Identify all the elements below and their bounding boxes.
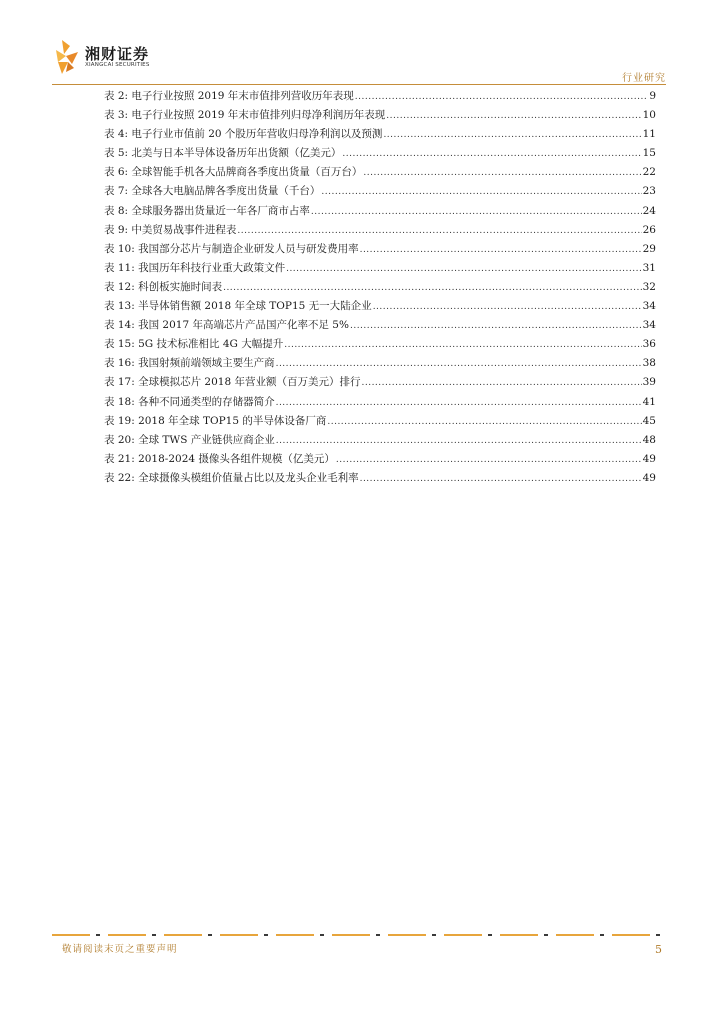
toc-entry[interactable] bbox=[104, 451, 656, 470]
toc-entry-label: 表 7: 全球各大电脑品牌各季度出货量（千台） bbox=[104, 185, 321, 198]
toc-entry[interactable] bbox=[104, 279, 656, 298]
toc-entry-label: 表 9: 中美贸易战事件进程表 bbox=[104, 223, 237, 236]
toc-entry[interactable] bbox=[104, 107, 656, 126]
toc-entry-page: 26 bbox=[642, 223, 656, 236]
toc-entry-label: 表 4: 电子行业市值前 20 个股历年营收归母净利润以及预测 bbox=[104, 128, 383, 141]
toc-leader-dots bbox=[355, 90, 649, 102]
toc-leader-dots bbox=[321, 185, 641, 197]
toc-entry[interactable] bbox=[104, 126, 656, 145]
toc-entry-page: 11 bbox=[642, 128, 656, 141]
toc-entry[interactable] bbox=[104, 260, 656, 279]
toc-entry[interactable] bbox=[104, 298, 656, 317]
toc-entry-page: 34 bbox=[642, 319, 656, 332]
toc-entry-label: 表 22: 全球摄像头模组价值量占比以及龙头企业毛利率 bbox=[104, 471, 359, 484]
toc-entry-page: 22 bbox=[642, 166, 656, 179]
toc-entry[interactable] bbox=[104, 470, 656, 489]
table-of-contents bbox=[104, 88, 656, 489]
toc-entry-page: 45 bbox=[642, 414, 656, 427]
toc-entry[interactable] bbox=[104, 374, 656, 393]
toc-entry[interactable] bbox=[104, 183, 656, 202]
section-label: 行业研究 bbox=[622, 73, 666, 84]
toc-leader-dots bbox=[336, 453, 642, 465]
toc-leader-dots bbox=[276, 396, 642, 408]
toc-leader-dots bbox=[373, 300, 642, 312]
toc-entry-page: 31 bbox=[642, 261, 656, 274]
toc-entry[interactable] bbox=[104, 145, 656, 164]
toc-entry-page: 39 bbox=[642, 376, 656, 389]
toc-leader-dots bbox=[311, 205, 642, 217]
toc-entry-label: 表 2: 电子行业按照 2019 年末市值排列营收历年表现 bbox=[104, 90, 354, 102]
toc-entry-label: 表 11: 我国历年科技行业重大政策文件 bbox=[104, 261, 286, 274]
toc-entry-page: 29 bbox=[642, 242, 656, 255]
toc-entry-label: 表 5: 北美与日本半导体设备历年出货额（亿美元） bbox=[104, 147, 342, 160]
toc-entry[interactable] bbox=[104, 432, 656, 451]
toc-leader-dots bbox=[360, 243, 642, 255]
toc-entry-page: 23 bbox=[642, 185, 656, 198]
toc-leader-dots bbox=[350, 319, 642, 331]
toc-entry-page: 32 bbox=[642, 280, 656, 293]
toc-entry-label: 表 15: 5G 技术标准相比 4G 大幅提升 bbox=[104, 338, 284, 351]
company-logo bbox=[52, 40, 172, 76]
toc-entry-label: 表 8: 全球服务器出货量近一年各厂商市占率 bbox=[104, 204, 310, 217]
toc-entry-page: 49 bbox=[642, 452, 656, 465]
xiangcai-logo-icon bbox=[52, 40, 80, 74]
disclaimer-note: 敬请阅读末页之重要声明 bbox=[62, 944, 178, 955]
toc-entry-page: 38 bbox=[642, 357, 656, 370]
toc-leader-dots bbox=[386, 109, 641, 121]
toc-entry-page: 9 bbox=[649, 90, 656, 102]
toc-entry[interactable] bbox=[104, 317, 656, 336]
toc-entry-page: 49 bbox=[642, 471, 656, 484]
toc-entry[interactable] bbox=[104, 222, 656, 241]
logo-text-cn: 湘财证券 bbox=[85, 45, 150, 63]
toc-entry-label: 表 12: 科创板实施时间表 bbox=[104, 280, 223, 293]
toc-entry-label: 表 10: 我国部分芯片与制造企业研发人员与研发费用率 bbox=[104, 242, 359, 255]
toc-leader-dots bbox=[223, 281, 642, 293]
toc-leader-dots bbox=[276, 434, 642, 446]
toc-leader-dots bbox=[237, 224, 641, 236]
toc-entry-page: 48 bbox=[642, 433, 656, 446]
toc-entry-label: 表 19: 2018 年全球 TOP15 的半导体设备厂商 bbox=[104, 414, 327, 427]
toc-entry-label: 表 13: 半导体销售额 2018 年全球 TOP15 无一大陆企业 bbox=[104, 300, 372, 313]
toc-leader-dots bbox=[276, 357, 642, 369]
logo-text-en: XIANGCAI SECURITIES bbox=[85, 62, 150, 68]
toc-entry[interactable] bbox=[104, 336, 656, 355]
toc-entry[interactable] bbox=[104, 203, 656, 222]
toc-entry[interactable] bbox=[104, 355, 656, 374]
toc-leader-dots bbox=[327, 415, 641, 427]
toc-entry[interactable] bbox=[104, 394, 656, 413]
toc-leader-dots bbox=[360, 472, 642, 484]
toc-leader-dots bbox=[284, 338, 641, 350]
toc-entry[interactable] bbox=[104, 88, 656, 107]
toc-entry-label: 表 6: 全球智能手机各大品牌商各季度出货量（百万台） bbox=[104, 166, 363, 179]
toc-entry-page: 41 bbox=[642, 395, 656, 408]
footer-divider bbox=[52, 934, 666, 936]
toc-entry-page: 34 bbox=[642, 300, 656, 313]
toc-leader-dots bbox=[286, 262, 642, 274]
toc-entry-label: 表 21: 2018-2024 摄像头各组件规模（亿美元） bbox=[104, 452, 335, 465]
toc-entry[interactable] bbox=[104, 164, 656, 183]
toc-entry-label: 表 18: 各种不同通类型的存储器简介 bbox=[104, 395, 275, 408]
toc-entry-page: 24 bbox=[642, 204, 656, 217]
toc-entry-label: 表 17: 全球模拟芯片 2018 年营业额（百万美元）排行 bbox=[104, 376, 361, 389]
toc-entry[interactable] bbox=[104, 413, 656, 432]
toc-entry-page: 15 bbox=[642, 147, 656, 160]
toc-entry-label: 表 3: 电子行业按照 2019 年末市值排列归母净利润历年表现 bbox=[104, 109, 386, 122]
toc-leader-dots bbox=[361, 376, 641, 388]
toc-entry-page: 10 bbox=[642, 109, 656, 122]
toc-leader-dots bbox=[363, 166, 641, 178]
toc-leader-dots bbox=[383, 128, 641, 140]
toc-entry-page: 36 bbox=[642, 338, 656, 351]
page-number: 5 bbox=[655, 943, 662, 956]
toc-entry-label: 表 16: 我国射频前端领域主要生产商 bbox=[104, 357, 275, 370]
header-divider bbox=[52, 84, 666, 85]
toc-leader-dots bbox=[342, 147, 641, 159]
toc-entry-label: 表 14: 我国 2017 年高端芯片产品国产化率不足 5% bbox=[104, 319, 349, 332]
toc-entry-label: 表 20: 全球 TWS 产业链供应商企业 bbox=[104, 433, 275, 446]
toc-entry[interactable] bbox=[104, 241, 656, 260]
